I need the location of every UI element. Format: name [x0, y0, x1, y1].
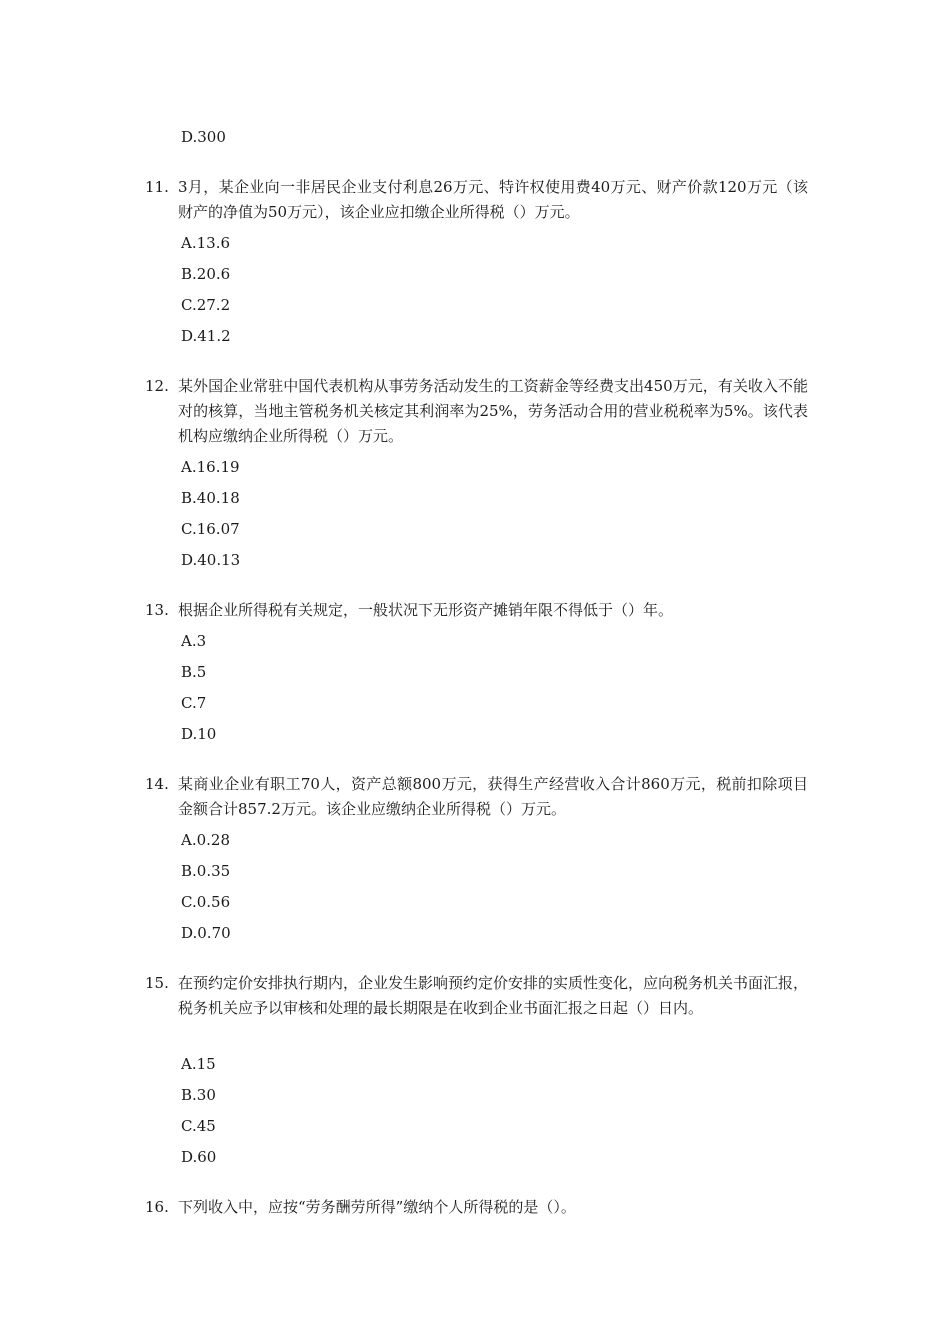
question-14-text: 某商业企业有职工70人，资产总额800万元，获得生产经营收入合计860万元，税前扣除项目金额合计857.2万元。该企业应缴纳企业所得税（）万元。 [178, 775, 808, 818]
option-13-d: D.10 [181, 725, 217, 743]
option-12-d: D.40.13 [181, 551, 241, 569]
option-14-c: C.0.56 [181, 893, 231, 911]
question-14-number: 14. [145, 775, 169, 793]
option-15-d: D.60 [181, 1148, 217, 1166]
question-11-text: 3月，某企业向一非居民企业支付利息26万元、特许权使用费40万元、财产价款120万元（该财产的净值为50万元），该企业应扣缴企业所得税（）万元。 [178, 178, 808, 221]
option-14-b: B.0.35 [181, 862, 231, 880]
question-16-text: 下列收入中，应按“劳务酬劳所得”缴纳个人所得税的是（）。 [178, 1198, 576, 1216]
option-14-d: D.0.70 [181, 924, 231, 942]
question-13-text: 根据企业所得税有关规定，一般状况下无形资产摊销年限不得低于（）年。 [178, 601, 674, 619]
question-12-number: 12. [145, 377, 169, 395]
option-15-a: A.15 [181, 1055, 216, 1073]
question-13-number: 13. [145, 601, 169, 619]
question-15-text: 在预约定价安排执行期内，企业发生影响预约定价安排的实质性变化，应向税务机关书面汇报，税务机关应予以审核和处理的最长期限是在收到企业书面汇报之日起（）日内。 [178, 974, 809, 1017]
option-10-d: D.300 [181, 128, 226, 146]
question-11-number: 11. [145, 178, 169, 196]
option-12-a: A.16.19 [181, 458, 240, 476]
option-13-b: B.5 [181, 663, 207, 681]
option-12-c: C.16.07 [181, 520, 240, 538]
option-11-b: B.20.6 [181, 265, 231, 283]
option-11-a: A.13.6 [181, 234, 230, 252]
question-15-number: 15. [145, 974, 169, 992]
option-15-b: B.30 [181, 1086, 216, 1104]
option-13-c: C.7 [181, 694, 207, 712]
option-12-b: B.40.18 [181, 489, 240, 507]
option-15-c: C.45 [181, 1117, 216, 1135]
question-16-number: 16. [145, 1198, 169, 1216]
option-13-a: A.3 [181, 632, 207, 650]
option-11-d: D.41.2 [181, 327, 231, 345]
option-14-a: A.0.28 [181, 831, 230, 849]
option-11-c: C.27.2 [181, 296, 231, 314]
question-12-text: 某外国企业常驻中国代表机构从事劳务活动发生的工资薪金等经费支出450万元，有关收入不能对的核算，当地主管税务机关核定其利润率为25%，劳务活动合用的营业税税率为5%。该代表机构应缴纳企业所得税（）万元。 [178, 377, 808, 445]
